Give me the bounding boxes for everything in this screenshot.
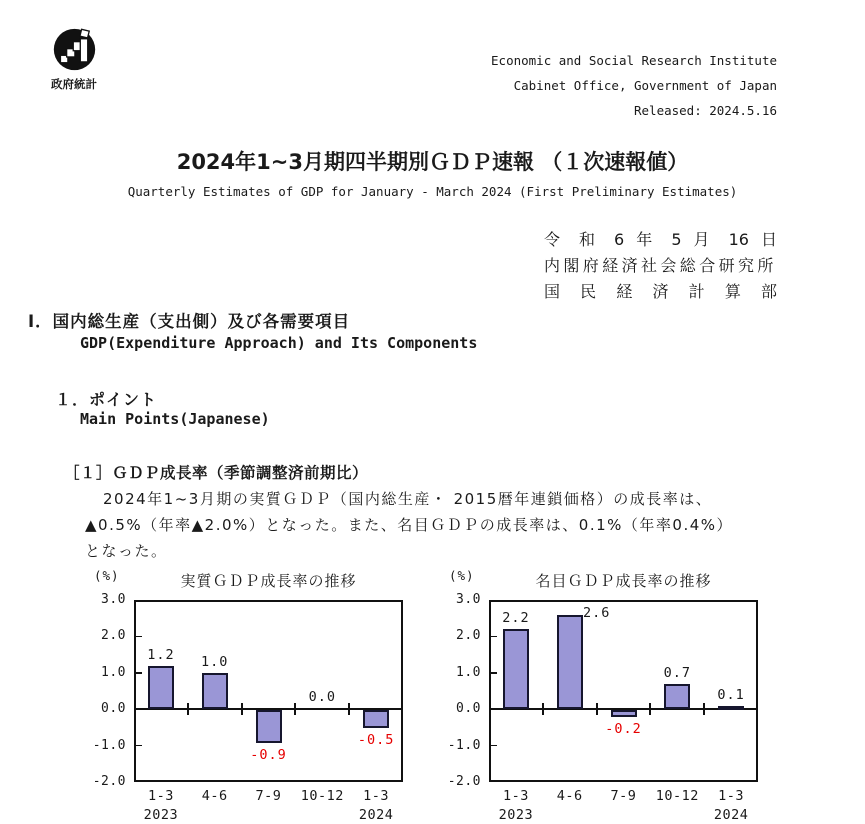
x-axis-tick — [542, 703, 544, 715]
x-axis-label: 4-6 — [201, 788, 228, 804]
bar — [148, 666, 174, 710]
y-axis-tick — [491, 672, 497, 674]
y-axis-tick — [491, 636, 497, 638]
bar — [503, 629, 529, 709]
x-axis-tick — [596, 703, 598, 715]
year-label: 2023 — [143, 807, 179, 823]
y-axis-tick-label: 3.0 — [456, 592, 481, 607]
institute-name: Economic and Social Research Institute — [491, 53, 777, 68]
bar-value-label: 2.2 — [502, 610, 530, 627]
bar-value-label: 0.0 — [308, 689, 336, 706]
estat-logo — [50, 28, 98, 92]
bar — [557, 615, 583, 710]
y-axis-tick — [136, 636, 142, 638]
page-title: 2024年1~3月期四半期別ＧＤＰ速報 （１次速報値） — [176, 150, 689, 174]
section1-heading-en: GDP(Expenditure Approach) and Its Components — [80, 334, 478, 352]
body-text-line: 2024年1~3月期の実質ＧＤＰ（国内総生産・ 2015暦年連鎖価格）の成長率は、 — [103, 490, 713, 508]
logo-caption: 政府統計 — [51, 77, 97, 91]
x-axis-label: 4-6 — [556, 788, 583, 804]
x-axis-label: 1-3 — [718, 788, 745, 804]
release-date: Released: 2024.5.16 — [634, 103, 777, 118]
real-gdp-growth-chart — [92, 568, 422, 824]
year-label: 2024 — [358, 807, 394, 823]
x-axis-tick — [241, 703, 243, 715]
y-axis-tick-label: 3.0 — [101, 592, 126, 607]
y-axis-tick-label: 1.0 — [456, 664, 481, 680]
y-axis-tick-label: 0.0 — [101, 701, 126, 717]
bar-value-label: 2.6 — [582, 604, 611, 621]
bar — [202, 673, 228, 709]
department-name-ja: 国 民 経 済 計 算 部 — [544, 282, 777, 301]
bar — [718, 706, 744, 710]
section2-heading-ja: １．ポイント — [55, 390, 158, 409]
x-axis-label: 10-12 — [300, 788, 344, 804]
y-axis-unit-label: (%) — [449, 568, 475, 583]
reiwa-date: 令 和 6 年 5 月 16 日 — [544, 230, 777, 249]
bar-value-label: 1.0 — [200, 653, 229, 670]
body-text-line: ▲0.5%（年率▲2.0%）となった。また、名目ＧＤＰの成長率は、0.1%（年率0.4%） — [85, 516, 734, 534]
bar-value-label: 1.2 — [147, 646, 175, 663]
bar-value-label: 0.7 — [663, 664, 691, 681]
bar — [256, 710, 282, 743]
cabinet-office: Cabinet Office, Government of Japan — [513, 78, 777, 93]
y-axis-tick-label: -1.0 — [447, 737, 481, 753]
page-subtitle: Quarterly Estimates of GDP for January - March 2024 (First Preliminary Estimates) — [127, 184, 738, 199]
bar-value-label: -0.9 — [250, 746, 287, 763]
bar — [611, 710, 637, 717]
y-axis-tick-label: 2.0 — [456, 628, 481, 644]
institute-name-ja: 内閣府経済社会総合研究所 — [544, 256, 777, 275]
bar — [363, 710, 389, 728]
chart-title: 実質ＧＤＰ成長率の推移 — [180, 572, 357, 590]
x-axis-label: 7-9 — [610, 788, 637, 804]
subsection-heading: ［１］ＧＤＰ成長率（季節調整済前期比） — [64, 464, 369, 482]
y-axis-tick-label: 2.0 — [101, 628, 126, 644]
date-department-block — [544, 227, 777, 305]
section2-heading-en: Main Points(Japanese) — [80, 410, 270, 428]
y-axis-tick-label: 0.0 — [456, 701, 481, 717]
x-axis-label: 10-12 — [655, 788, 699, 804]
x-axis-tick — [649, 703, 651, 715]
y-axis-tick-label: 1.0 — [101, 664, 126, 680]
header-institute-block — [491, 48, 777, 123]
chart-title: 名目ＧＤＰ成長率の推移 — [535, 572, 712, 590]
y-axis-tick-label: -2.0 — [447, 774, 481, 789]
year-label: 2024 — [713, 807, 749, 823]
y-axis-tick — [136, 745, 142, 747]
x-axis-label: 1-3 — [147, 788, 174, 804]
y-axis-unit-label: (%) — [94, 568, 120, 583]
x-axis-label: 1-3 — [502, 788, 529, 804]
year-label: 2023 — [498, 807, 534, 823]
body-text-line: となった。 — [85, 542, 168, 560]
nominal-gdp-growth-chart — [447, 568, 777, 824]
x-axis-label: 7-9 — [255, 788, 282, 804]
y-axis-tick — [136, 672, 142, 674]
section1-heading-ja: Ⅰ．国内総生産（支出側）及び各需要項目 — [28, 312, 351, 331]
bar-value-label: -0.2 — [605, 721, 642, 738]
bar — [664, 684, 690, 709]
x-axis-label: 1-3 — [363, 788, 390, 804]
y-axis-tick — [491, 745, 497, 747]
bar-value-label: 0.1 — [717, 686, 745, 703]
bar-value-label: -0.5 — [357, 732, 395, 749]
y-axis-tick-label: -2.0 — [92, 774, 126, 789]
estat-logo-icon — [53, 56, 96, 75]
x-axis-tick — [187, 703, 189, 715]
y-axis-tick-label: -1.0 — [92, 737, 126, 753]
x-axis-tick — [703, 703, 705, 715]
